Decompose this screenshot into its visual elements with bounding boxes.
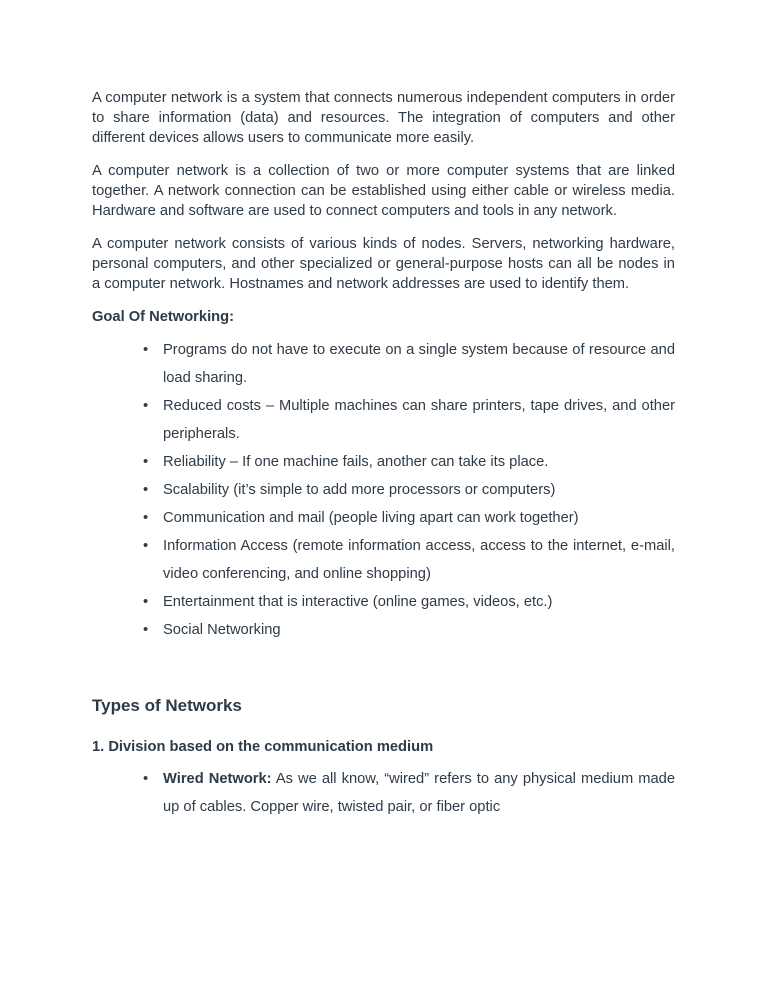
list-item: • Scalability (it’s simple to add more processors or computers) (92, 476, 675, 504)
types-of-networks-heading: Types of Networks (92, 696, 242, 715)
network-types-list (92, 765, 675, 821)
division-communication-medium-heading: 1. Division based on the communication medium (92, 739, 434, 755)
goal-of-networking-heading: Goal Of Networking: (92, 309, 234, 325)
list-item: • Reliability – If one machine fails, another can take its place. (92, 448, 675, 476)
wired-network-body: As we all know, “wired” refers to any physical medium made up of cables. Copper wire, twisted pair, or fiber optic (163, 771, 676, 815)
list-item: • Information Access (remote information access, access to the internet, e-mail, video conferencing, and online shopping) (92, 532, 675, 588)
list-item: • Entertainment that is interactive (online games, videos, etc.) (92, 588, 675, 616)
list-item: • Programs do not have to execute on a single system because of resource and load sharing. (92, 336, 675, 392)
wired-network-label: Wired Network: (163, 771, 272, 787)
list-item: • Reduced costs – Multiple machines can share printers, tape drives, and other peripherals. (92, 392, 675, 448)
list-item-wired-network (92, 765, 675, 821)
intro-paragraph-2: A computer network is a collection of two or more computer systems that are linked together. A network connection can be established using either cable or wireless media. Hardware and software are used to connect computers and tools in any network. (92, 163, 675, 219)
goal-of-networking-list (92, 336, 675, 644)
section-spacer-top (92, 644, 675, 695)
intro-paragraph-3: A computer network consists of various kinds of nodes. Servers, networking hardware, personal computers, and other specialized or general-purpose hosts can all be nodes in a computer network. Hostnames and network addresses are used to identify them. (92, 236, 675, 292)
document-body (92, 88, 675, 821)
section-spacer-bottom (92, 717, 675, 737)
list-item: • Social Networking (92, 616, 675, 644)
list-item: • Communication and mail (people living apart can work together) (92, 504, 675, 532)
intro-paragraph-1: A computer network is a system that connects numerous independent computers in order to share information (data) and resources. The integration of computers and other different devices allows users to communicate more easily. (92, 90, 675, 146)
